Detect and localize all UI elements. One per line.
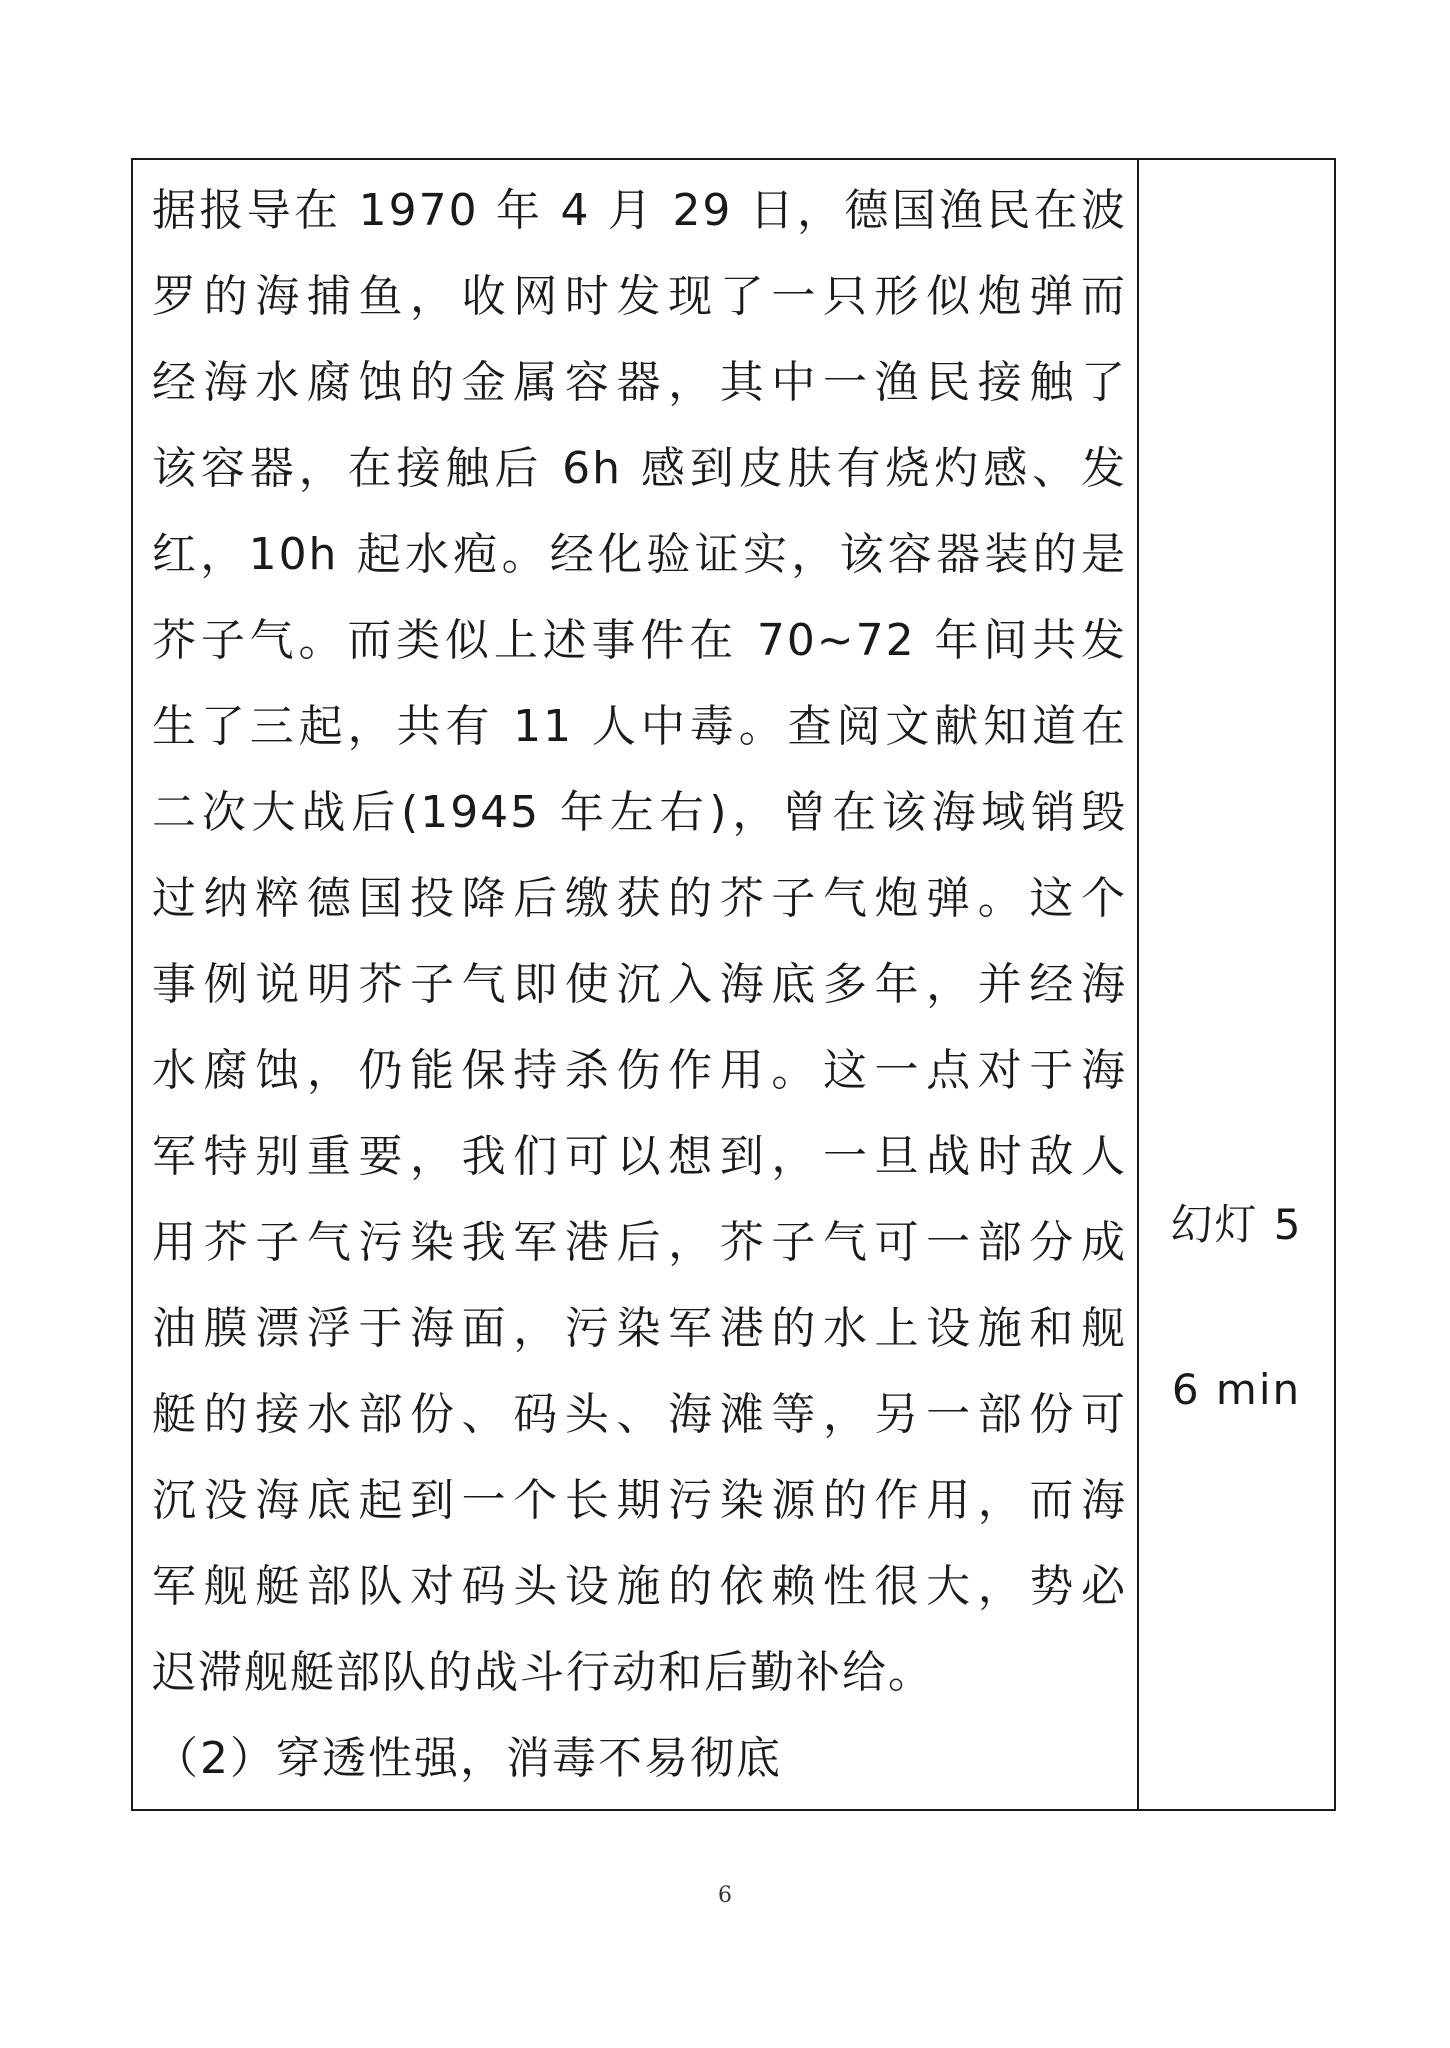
paragraph-line: 油膜漂浮于海面，污染军港的水上设施和舰 <box>152 1303 1127 1354</box>
paragraph-line: 沉没海底起到一个长期污染源的作用，而海 <box>152 1475 1127 1526</box>
paragraph-line: 用芥子气污染我军港后，芥子气可一部分成 <box>152 1217 1127 1268</box>
paragraph-line: 军舰艇部队对码头设施的依赖性很大，势必 <box>152 1561 1127 1612</box>
page-number: 6 <box>718 1883 732 1908</box>
lesson-table <box>131 158 1336 1811</box>
paragraph-line: 芥子气。而类似上述事件在 70~72 年间共发 <box>152 615 1127 666</box>
paragraph-last-line: 迟滞舰艇部队的战斗行动和后勤补给。 <box>152 1647 934 1698</box>
paragraph-line: 二次大战后(1945 年左右)，曾在该海域销毁 <box>152 787 1127 838</box>
paragraph-line: 事例说明芥子气即使沉入海底多年，并经海 <box>152 959 1127 1010</box>
section-subheading: （2）穿透性强，消毒不易彻底 <box>154 1733 782 1784</box>
paragraph-line: 经海水腐蚀的金属容器，其中一渔民接触了 <box>152 357 1127 408</box>
time-allocation: 6 min <box>1171 1365 1302 1414</box>
paragraph-line: 水腐蚀，仍能保持杀伤作用。这一点对于海 <box>152 1045 1127 1096</box>
paragraph-line: 该容器，在接触后 6h 感到皮肤有烧灼感、发 <box>152 443 1127 494</box>
paragraph-line: 军特别重要，我们可以想到，一旦战时敌人 <box>152 1131 1127 1182</box>
paragraph-line: 艇的接水部份、码头、海滩等，另一部份可 <box>152 1389 1127 1440</box>
slide-reference: 幻灯 5 <box>1170 1200 1303 1249</box>
paragraph-line: 红，10h 起水疱。经化验证实，该容器装的是 <box>152 529 1127 580</box>
content-cell <box>133 160 1139 1809</box>
paragraph-line: 罗的海捕鱼，收网时发现了一只形似炮弹而 <box>152 271 1127 322</box>
paragraph-line: 据报导在 1970 年 4 月 29 日，德国渔民在波 <box>152 185 1127 236</box>
paragraph-line: 过纳粹德国投降后缴获的芥子气炮弹。这个 <box>152 873 1127 924</box>
paragraph-line: 生了三起，共有 11 人中毒。查阅文献知道在 <box>152 701 1127 752</box>
notes-cell <box>1139 160 1334 1809</box>
